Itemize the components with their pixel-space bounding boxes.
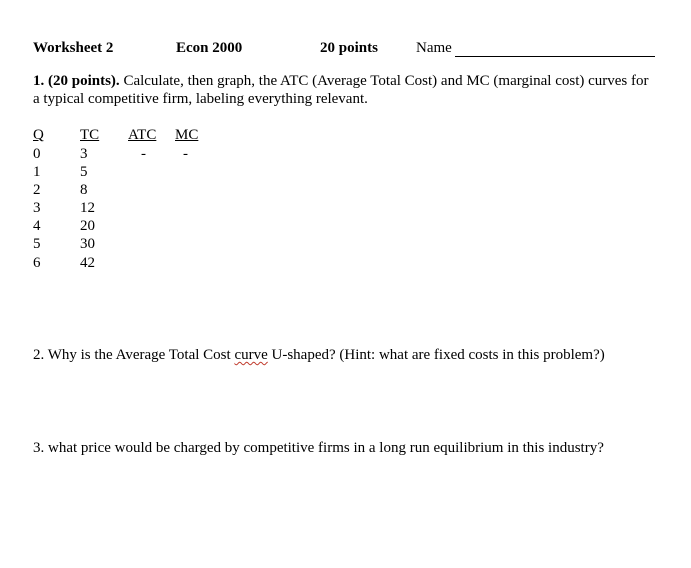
cell-q: 4 [33, 218, 41, 234]
course-label: Econ 2000 [176, 40, 243, 56]
cell-q: 2 [33, 182, 41, 198]
cell-tc: 5 [80, 164, 88, 180]
cell-q: 5 [33, 236, 41, 252]
cell-tc: 30 [80, 236, 95, 252]
spellcheck-flagged-word[interactable]: curve [234, 347, 268, 363]
question-2-text-start: 2. Why is the Average Total Cost [33, 347, 235, 363]
name-label: Name [416, 40, 452, 56]
table-header-mc: MC [175, 127, 199, 143]
cell-tc: 12 [80, 200, 95, 216]
name-blank-line[interactable] [455, 56, 655, 57]
question-1-text: Calculate, then graph, the ATC (Average Total Cost) and MC (marginal cost) curves for a typical competitive firm, labeling everything relevant. [33, 73, 649, 107]
cell-tc: 8 [80, 182, 88, 198]
question-1-number: 1. (20 points). [33, 73, 120, 89]
question-3: 3. what price would be charged by competitive firms in a long run equilibrium in this industry? [33, 440, 604, 456]
table-header-tc: TC [80, 127, 100, 143]
question-2 [33, 347, 605, 364]
cell-mc: - [183, 146, 188, 162]
question-2-text-end: U-shaped? (Hint: what are fixed costs in this problem?) [267, 347, 605, 363]
question-1 [33, 72, 653, 108]
cell-atc: - [141, 146, 146, 162]
cell-tc: 42 [80, 255, 95, 271]
cell-q: 3 [33, 200, 41, 216]
points-label: 20 points [320, 40, 378, 56]
cell-q: 0 [33, 146, 41, 162]
worksheet-title: Worksheet 2 [33, 40, 114, 56]
cell-tc: 3 [80, 146, 88, 162]
cell-q: 6 [33, 255, 41, 271]
table-header-q: Q [33, 127, 44, 143]
cell-tc: 20 [80, 218, 95, 234]
table-header-atc: ATC [128, 127, 157, 143]
cell-q: 1 [33, 164, 41, 180]
